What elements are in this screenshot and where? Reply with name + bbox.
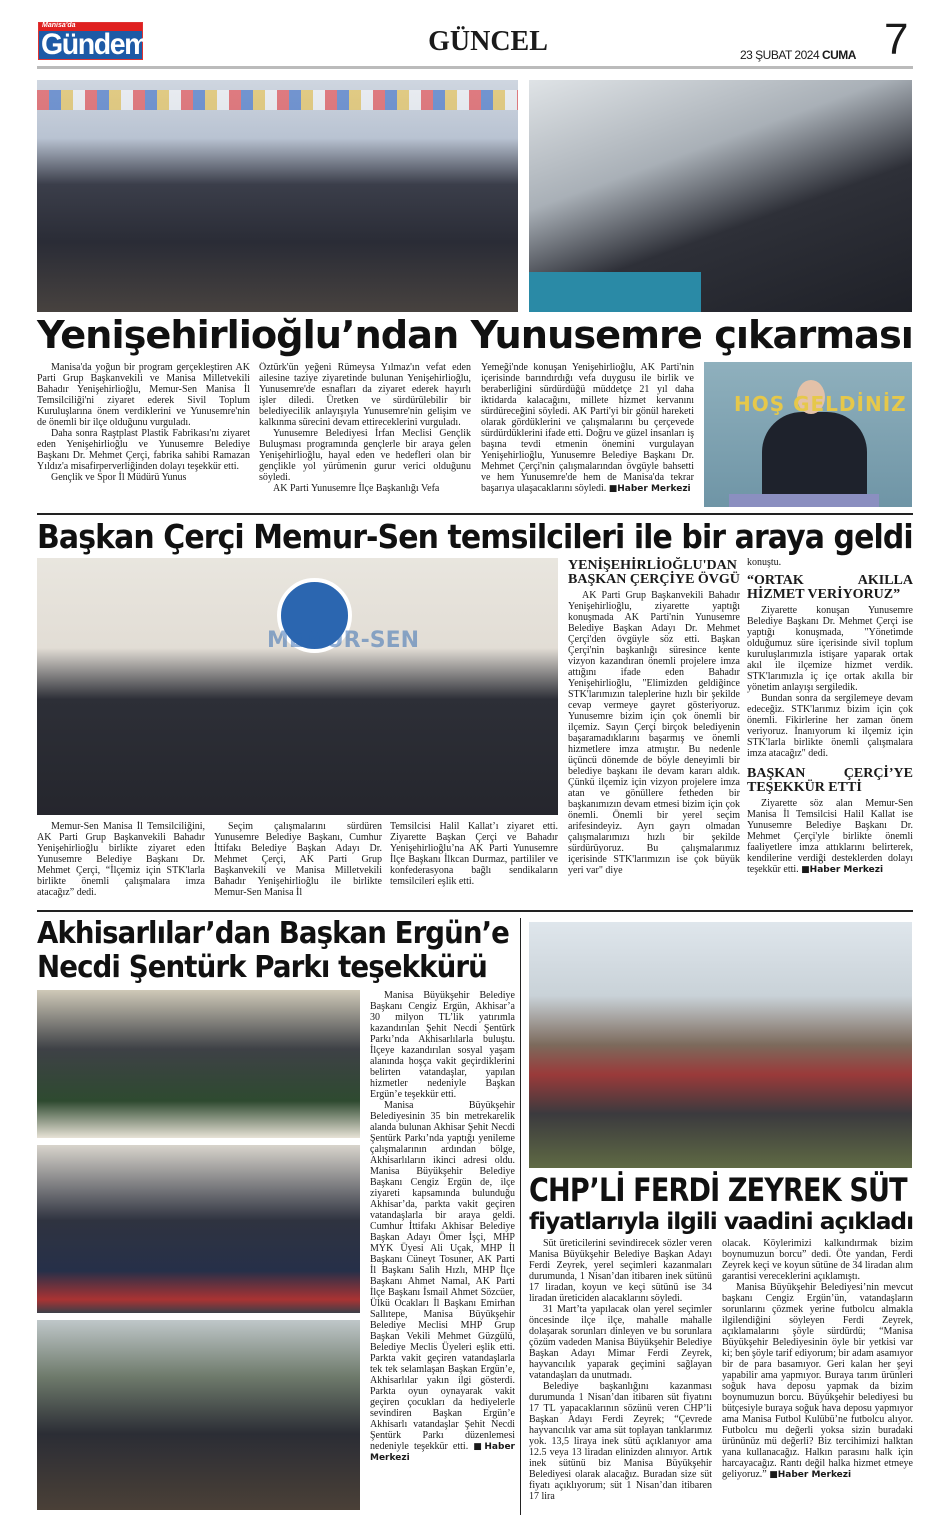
article-column (259, 362, 471, 507)
article-headline: Başkan Çerçi Memur-Sen temsilcileri ile bir araya geldi (37, 517, 913, 556)
article-headline-line1: Akhisarlılar’dan Başkan Ergün’e (37, 916, 509, 951)
logo-wall-text: MEMUR-SEN (267, 628, 420, 653)
speaker-figure (762, 412, 867, 497)
section-divider (37, 910, 913, 912)
column-divider (520, 918, 521, 1515)
subheading: BAŞKAN ÇERÇİ’YE TEŞEKKÜR ETTİ (747, 766, 913, 795)
paragraph: Belediye başkanlığını kazanması durumunda 1 Nisan’dan itibaren süt fiyatını 17 TL yapacaklarının sözünü veren CHP’li Başkan Adayı Ferdi Zeyrek; “Çevrede hayvancılık var ama süt toplayan tanklarımız yok. 13,5 liraya inek sütü açıklanıyor ama 12.5 veya 13 liradan elinizden alınıyor. Artık inek sütünü biz Manisa Büyükşehir Belediyesi olarak alacağız. Buradan size süt fiyatı açıklıyorum; süt 1 Nisan’dan itibaren 17 lira (529, 1381, 712, 1502)
subheading: YENİŞEHİRLİOĞLU'DAN BAŞKAN ÇERÇİYE ÖVGÜ (568, 558, 740, 587)
paragraph: konuştu. (747, 557, 782, 568)
podium (729, 494, 879, 507)
article-headline-line2: fiyatlarıyla ilgili vaadini açıkladı (529, 1209, 914, 1235)
logo-text: Gündem (41, 28, 149, 61)
paragraph: Manisa Büyükşehir Belediyesi’nin mevcut başkanı Cengiz Ergün’ün, vatandaşların sorunlarını çözmek yerine futbolcu almakla ilgilendiğini söyleyen Ferdi Zeyrek, açıklamalarını şöyle sürdürdü; “Manisa Büyükşehir Belediyesinin öyle bir yetkisi var ki; ben şöyle tarif ediyorum; bir adam asamıyor bir de para basamıyor. Geri kalan her şeyi yapabilir ama yapmıyor. Buraya tarım ürünleri soğuk hava deposu yapmak da bizim boynumuzun borcu. Büyükşehir belediyesi bu bütçesiyle buraya soğuk hava deposu yapmıyor ama Manisa Futbol Kulübü’ne futbolcu alıyor. Futbolcu mu değerli yoksa sizin buradaki ürününüz mü değerli? Biz tercihimizi halktan yana kullanacağız. Halkın parasını halk için harcayacağız. Rantı değil halka hizmet etmeye geliyoruz.” (722, 1282, 913, 1480)
photo-park-visit-3 (37, 1320, 360, 1510)
paragraph: AK Parti Grup Başkanvekili Bahadır Yenişehirlioğlu, ziyarette yaptığı konuşmada AK Parti'nin Yunusemre Belediye Başkan Adayı Dr. Mehmet Çerçi'den övgüyle söz etti. Başkan Çerçi'nin başkanlığı süresince kente vizyon kazandıran önemli projelere imza attığını ifade eden Bahadır Yenişehirlioğlu, "Elimizden geldiğince STK'larımızın taleplerine hızlı bir şekilde cevap vermeye gayret gösteriyoruz. Yunusemre bizim için çok önemli bir ilçemiz. Sayın Çerçi birçok belediyenin başaramadıklarını başarmış ve önemli hizmetlere imza atmıştır. Bu nedenle üçüncü dönemde de böyle deneyimli bir belediye başkanı ile devam kararı aldık. Çünkü ilçemiz için vizyon projelere imza atan ve gönüllere fetheden bir başkanımızın devam etmesi bizim için çok önemli. Önemli bir yerel seçim arifesindeyiz. Ayrı gayrı olmadan çalışmalarımızı hızlı bir şekilde sürdürüyoruz. Bu çalışmalarımız içerisinde STK'larımızın ise çok büyük yeri var" diye (568, 590, 740, 876)
paragraph: Ziyarette konuşan Yunusemre Belediye Başkanı Dr. Mehmet Çerçi ise yaptığı konuşmada, "Yönetimde olduğumuz süre içerisinde sivil toplum kuruluşlarımızla istişare yaparak ortak akıl ile ilçemize hizmet verdik. STK'larımızla iç içe ortak akılla bir yönetim anlayışı sergiledik. (747, 605, 913, 693)
paragraph: Ziyarette söz alan Memur-Sen Manisa İl Temsilcisi Halil Kallat ise Yunusemre Belediye Başkanı Dr. Mehmet Çerçi'yle birlikte önemli faaliyetlere imza attıklarını belirterek, kendilerine verdiği desteklerden dolayı teşekkür etti. (747, 798, 913, 875)
byline: ■ Haber Merkezi (370, 1442, 515, 1463)
section-divider (37, 513, 913, 515)
photo-park-visit-2 (37, 1145, 360, 1313)
photo-crowd-celebration (37, 80, 518, 312)
paragraph: Gençlik ve Spor İl Müdürü Yunus (51, 472, 187, 483)
photo-memur-sen-meeting (37, 558, 558, 815)
paragraph: Manisa'da yoğun bir program gerçekleştiren AK Parti Grup Başkanvekili ve Manisa Milletvekili Bahadır Yenişehirlioğlu, Memur-Sen Manisa İl Temsilciliği'ni ziyaret ederek Sivil Toplum Kuruluşlarına önem verdiklerini ve Yunusemre'nin de önemli bir ilçe olduğunu vurguladı. (37, 362, 250, 428)
article-column (214, 821, 382, 903)
article-column (370, 990, 515, 1515)
article-headline: Yenişehirlioğlu’ndan Yunusemre çıkarması (37, 313, 913, 357)
header-divider (37, 66, 913, 69)
paragraph: Daha sonra Raştplast Plastik Fabrikası'nı ziyaret eden Yenişehirlioğlu ve Yunusemre Belediye Başkanı Dr. Mehmet Çerçi, fabrika sahibi Ramazan Yıldız'a misafirperverliğinden dolayı teşekkür etti. (37, 428, 250, 472)
section-title: GÜNCEL (428, 26, 548, 57)
article-column (37, 821, 205, 903)
paragraph: Yunusemre Belediyesi İrfan Meclisi Gençlik Buluşması programında gençlerle bir araya gelen Yenişehirlioğlu, hayal eden ve hedefleri olan bir gençlikle yol yürümenin gurur verici olduğunu söyledi. (259, 428, 471, 483)
date-text: 23 ŞUBAT 2024 (740, 48, 820, 62)
article-column (481, 362, 694, 507)
paragraph: olacak. Köylerimizi kalkındırmak bizim boynumuzun borcu” dedi. Öte yandan, Ferdi Zeyrek keçi ve koyun sütüne de 34 liradan alım garantisi vereceklerini açıklamıştı. (722, 1238, 913, 1282)
article-column (747, 557, 913, 905)
photo-farmers-group (529, 922, 912, 1168)
photo-factory-visit (529, 80, 912, 312)
paragraph: AK Parti Yunusemre İlçe Başkanlığı Vefa (273, 483, 440, 494)
paragraph: Memur-Sen Manisa İl Temsilciliğini, AK Parti Grup Başkanvekili Bahadır Yenişehirlioğlu birlikte ziyaret eden Yunusemre Belediye Başkanı Dr. Mehmet Çerçi, “İlçemiz için STK'larla birlikte önemli çalışmalara imza atacağız” dedi. (37, 821, 205, 898)
article-column (390, 821, 558, 903)
article-headline-line2: Necdi Şentürk Parkı teşekkürü (37, 950, 487, 985)
article-column (568, 557, 740, 905)
byline: ■ Haber Merkezi (801, 865, 883, 875)
article-headline-line1: CHP’Lİ FERDİ ZEYREK SÜT (529, 1171, 907, 1209)
photo-speaker-podium (704, 362, 912, 507)
paragraph: Öztürk'ün yeğeni Rümeysa Yılmaz'ın vefat eden ailesine taziye ziyaretinde bulunan Yenişehirlioğlu, Yunusemre'de esnafları da ziyaret ederek hayırlı işler diledi. Üretken ve sürdürülebilir bir belediyecilik anlayışıyla Yunusemre'nin gelişim ve kalkınma sürecini devam ettireceklerini vurguladı. (259, 362, 471, 428)
byline: ■ Haber Merkezi (609, 484, 691, 494)
byline: ■ Haber Merkezi (769, 1470, 851, 1480)
paragraph: Bundan sonra da sergilemeye devam edeceğiz. STK'larımız bizim için çok önemli. Fikirlerine her zaman önem veriyoruz. İnanıyorum ki ilçemiz için STK'larla birlikte önemli çalışmalara imza atacağız" dedi. (747, 693, 913, 759)
day-text: CUMA (821, 48, 856, 62)
subheading: “ORTAK AKILLA HİZMET VERİYORUZ” (747, 573, 913, 602)
article-column (529, 1238, 712, 1516)
article-column (722, 1238, 913, 1516)
article-column (37, 362, 250, 507)
paragraph: 31 Mart’ta yapılacak olan yerel seçimler öncesinde ilçe ilçe, mahalle mahalle dolaşarak sorunları dinleyen ve bu sorunlara çözüm vadeden Manisa Büyükşehir Belediye Başkan Adayı Mimar Ferdi Zeyrek, hayvancılık yaparak geçimini sağlayan vatandaşları da unutmadı. (529, 1304, 712, 1381)
paragraph: Temsilcisi Halil Kallat’ı ziyaret etti. Ziyarette Başkan Çerçi ve Bahadır Yenişehirlioğlu’na AK Parti Yunusemre İlçe Başkanı İlkcan Durmaz, partililer ve konfederasyona bağlı sendikaların temsilcileri eşlik etti. (390, 821, 558, 887)
issue-date (740, 48, 856, 62)
logo-small-text: Manisa'da (42, 22, 76, 29)
banner-text: HOŞ GELDİNİZ (734, 392, 907, 416)
paragraph: Süt üreticilerini sevindirecek sözler veren Manisa Büyükşehir Belediye Başkan Adayı Ferdi Zeyrek, yerel seçimleri kazanmaları durumunda, 1 Nisan’dan itibaren inek sütünü 17 liradan, koyun ve keçi sütünü ise 34 liradan üreticiden alacaklarını söyledi. (529, 1238, 712, 1304)
page-number: 7 (884, 15, 909, 64)
paragraph: Manisa Büyükşehir Belediyesinin 35 bin metrekarelik alanda bulunan Akhisar Şehit Necdi Şentürk Parkı’nda yaptığı yenileme çalışmalarının ardından bölge, Akhisarlıların ikinci adresi oldu. Manisa Büyükşehir Belediye Başkanı Cengiz Ergün de, ilçe ziyareti kapsamında bulunduğu Akhisar’da, parkta vakit geçiren vatandaşlarla bir araya geldi. Cumhur İttifakı Akhisar Belediye Başkan Adayı Ömer İşçi, MHP MYK Üyesi Ali Uçak, MHP İl Başkanı Cüneyt Tosuner, AK Parti İl Başkanı Salih Hızlı, MHP İlçe Başkanı Ahmet Namal, AK Parti İlçe Başkanı İsmail Ahmet Sözcüer, Ülkü Ocakları İl Başkanı Emirhan Sallıtepe, Manisa Büyükşehir Belediye Meclisi MHP Grup Başkan Vekili Mehmet Güzgülü, Belediye Meclis Üyeleri eşlik etti. Parkta vakit geçiren vatandaşlarla tek tek selamlaşan Başkan Ergün’e, Akhisarlılar yakın ilgi gösterdi. Parkta oyun oynayarak vakit geçiren çocukları da hediyelerle sevindiren Başkan Ergün’e Akhisarlı vatandaşlar Şehit Necdi Şentürk Parkı düzenlemesi nedeniyle teşekkür etti. (370, 1100, 515, 1452)
photo-park-visit-1 (37, 990, 360, 1138)
paragraph: Manisa Büyükşehir Belediye Başkanı Cengiz Ergün, Akhisar’a 30 milyon TL’lik yatırımla kazandırılan Şehit Necdi Şentürk Parkı’nda Akhisarlılarla buluştu. İlçeye kazandırılan sosyal yaşam alanında hoşça vakit geçirdiklerini belirten vatandaşlar, yapılan hizmetler nedeniyle Başkan Ergün’e teşekkür etti. (370, 990, 515, 1100)
paragraph: Seçim çalışmalarını sürdüren Yunusemre Belediye Başkanı, Cumhur İttifakı Belediye Başkan Adayı Dr. Mehmet Çerçi, AK Parti Grup Başkanvekili ve Manisa Milletvekili Bahadır Yenişehirlioğlu ile birlikte Memur-Sen Manisa İl (214, 821, 382, 898)
paragraph: Yemeği'nde konuşan Yenişehirlioğlu, AK Parti'nin içerisinde barındırdığı vefa duygusu ile birlik ve beraberliğini sürdürdüğü müddetçe 21 yıl daha iktidarda kalacağını, millete hizmet kervanını sürdüreceğini söyledi. AK Parti'yi bir gönül hareketi olarak gördüklerini ve çalışmalarını bu çerçevede sürdürdüklerini ifade etti. Doğru ve güzel insanları iş başına tevdi etmenin önemini vurgulayan Yenişehirlioğlu, Yunusemre Belediye Başkanı Dr. Mehmet Çerçi'nin çalışmalarından övgüyle bahsetti ve hem Yunusemre'de hem de Manisa'da tekrar başarıya ulaşacaklarını söyledi. (481, 362, 694, 494)
